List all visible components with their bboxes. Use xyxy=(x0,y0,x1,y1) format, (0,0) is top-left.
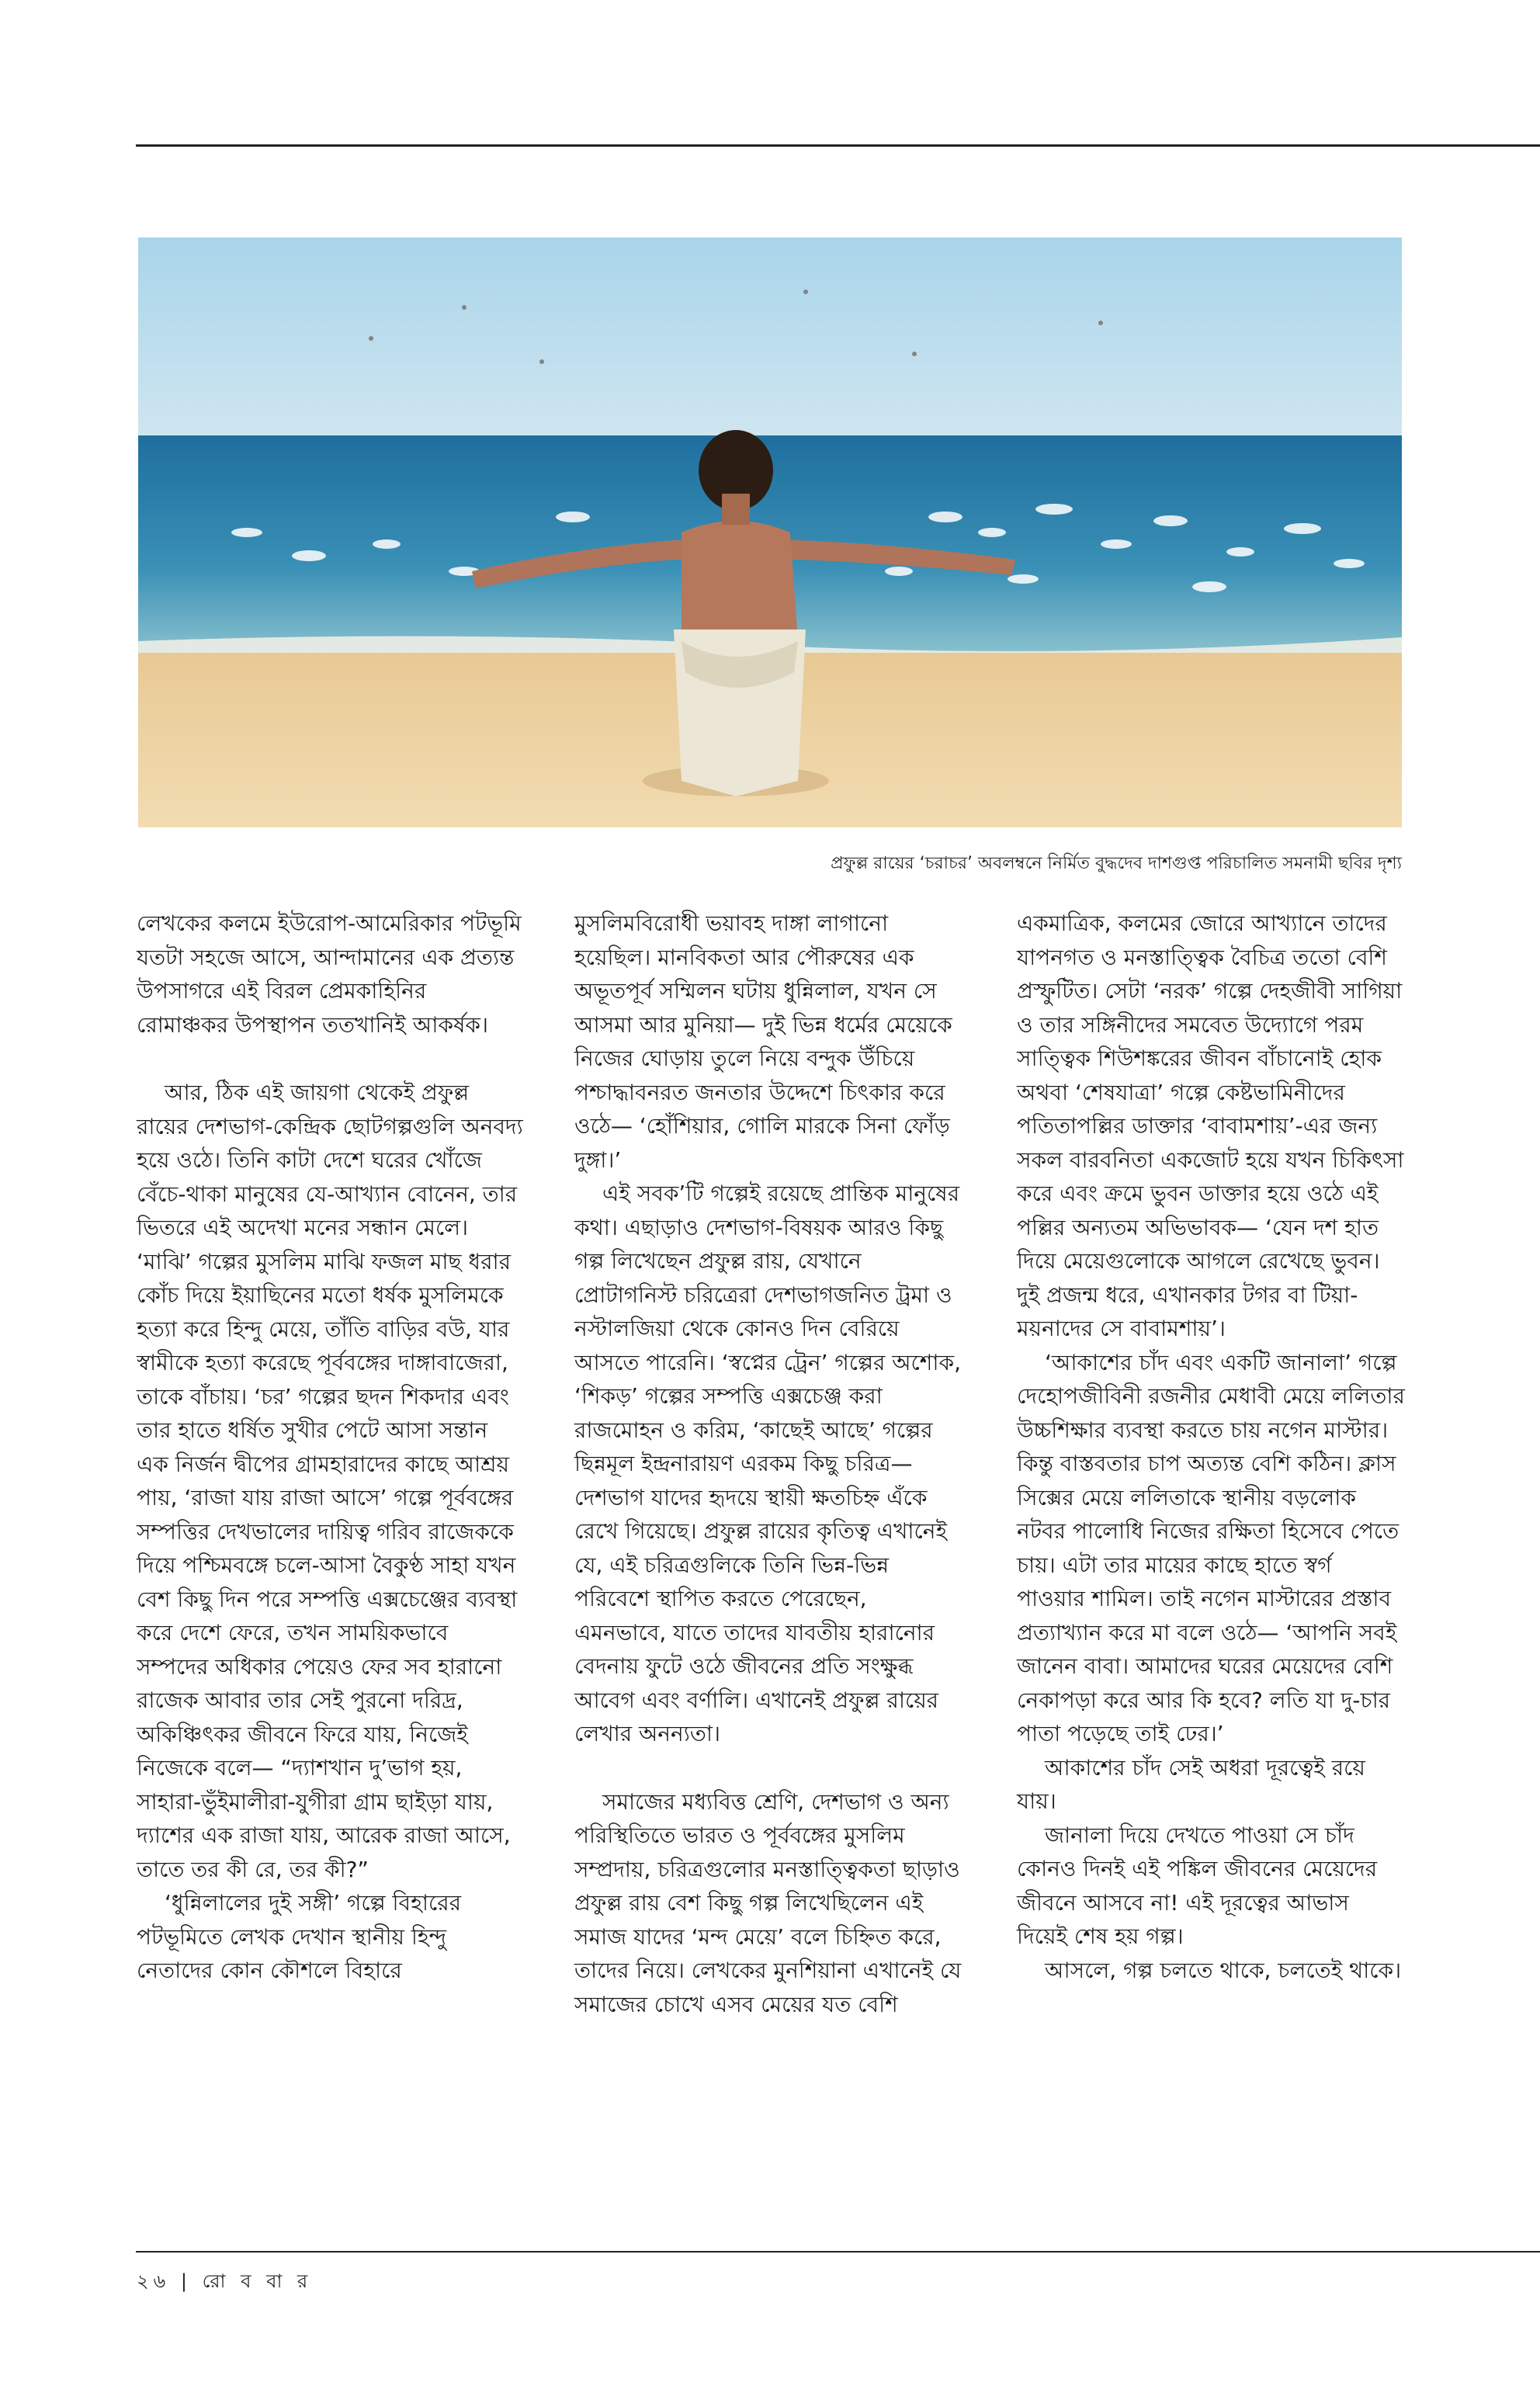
article-column-1 xyxy=(137,907,525,1988)
page-number: ২৬ xyxy=(137,2270,171,2292)
beach-photo xyxy=(138,238,1402,827)
paragraph: একমাত্রিক, কলমের জোরে আখ্যানে তাদের যাপনগত ও মনস্তাত্ত্বিক বৈচিত্র ততো বেশি প্রস্ফুটিত। সেটা ‘নরক’ গল্পে দেহজীবী সাগিয়া ও তার সঙ্গিনীদের সমবেত উদ্যোগে পরম সাত্ত্বিক শিউশঙ্করের জীবন বাঁচানোই হোক অথবা ‘শেষযাত্রা’ গল্পে কেষ্টভামিনীদের পতিতাপল্লির ডাক্তার ‘বাবামশায়’-এর জন্য সকল বারবনিতা একজোট হয়ে যখন চিকিৎসা করে এবং ক্রমে ভুবন ডাক্তার হয়ে ওঠে এই পল্লির অন্যতম অভিভাবক— ‘যেন দশ হাত দিয়ে মেয়েগুলোকে আগলে রেখেছে ভুবন। দুই প্রজন্ম ধরে, এখানকার টগর বা টিয়া-ময়নাদের সে বাবামশায়’। xyxy=(1017,910,1404,1341)
photo-caption: প্রফুল্ল রায়ের ‘চরাচর’ অবলম্বনে নির্মিত বুদ্ধদেব দাশগুপ্ত পরিচালিত সমনামী ছবির দৃশ্য xyxy=(831,854,1402,873)
paragraph: জানালা দিয়ে দেখতে পাওয়া সে চাঁদ কোনও দিনই এই পঙ্কিল জীবনের মেয়েদের জীবনে আসবে না! এই দূরত্বের আভাস দিয়েই শেষ হয় গল্প। xyxy=(1017,1822,1378,1949)
top-rule xyxy=(136,144,1540,147)
beach-photo-icon xyxy=(138,238,1402,827)
article-column-3 xyxy=(1017,907,1405,1987)
section-name: রো ব বা র xyxy=(202,2270,313,2292)
paragraph: ‘ধুন্নিলালের দুই সঙ্গী’ গল্পে বিহারের পটভূমিতে লেখক দেখান স্থানীয় হিন্দু নেতাদের কোন কৌশলে বিহারে xyxy=(137,1890,462,1983)
paragraph: ‘আকাশের চাঁদ এবং একটি জানালা’ গল্পে দেহোপজীবিনী রজনীর মেধাবী মেয়ে ললিতার উচ্চশিক্ষার ব্যবস্থা করতে চায় নগেন মাস্টার। কিন্তু বাস্তবতার চাপ অত্যন্ত বেশি কঠিন। ক্লাস সিক্সের মেয়ে ললিতাকে স্থানীয় বড়লোক নটবর পালোধি নিজের রক্ষিতা হিসেবে পেতে চায়। এটা তার মায়ের কাছে হাতে স্বর্গ পাওয়ার শামিল। তাই নগেন মাস্টারের প্রস্তাব প্রত্যাখ্যান করে মা বলে ওঠে— ‘আপনি সবই জানেন বাবা। আমাদের ঘরের মেয়েদের বেশি নেকাপড়া করে আর কি হবে? লতি যা দু-চার পাতা পড়েছে তাই ঢের।’ xyxy=(1017,1349,1405,1746)
paragraph: আকাশের চাঁদ সেই অধরা দূরত্বেই রয়ে যায়। xyxy=(1017,1754,1365,1814)
paragraph: আর, ঠিক এই জায়গা থেকেই প্রফুল্ল রায়ের দেশভাগ-কেন্দ্রিক ছোটগল্পগুলি অনবদ্য হয়ে ওঠে। তিনি কাটা দেশে ঘরের খোঁজে বেঁচে-থাকা মানুষের যে-আখ্যান বোনেন, তার ভিতরে এই অদেখা মনের সন্ধান মেলে। ‘মাঝি’ গল্পের মুসলিম মাঝি ফজল মাছ ধরার কোঁচ দিয়ে ইয়াছিনের মতো ধর্ষক মুসলিমকে হত্যা করে হিন্দু মেয়ে, তাঁতি বাড়ির বউ, যার স্বামীকে হত্যা করেছে পূর্ববঙ্গের দাঙ্গাবাজেরা, তাকে বাঁচায়। ‘চর’ গল্পের ছদন শিকদার এবং তার হাতে ধর্ষিত সুখীর পেটে আসা সন্তান এক নির্জন দ্বীপের গ্রামহারাদের কাছে আশ্রয় পায়, ‘রাজা যায় রাজা আসে’ গল্পে পূর্ববঙ্গের সম্পত্তির দেখভালের দায়িত্ব গরিব রাজেককে দিয়ে পশ্চিমবঙ্গে চলে-আসা বৈকুণ্ঠ সাহা যখন বেশ কিছু দিন পরে সম্পত্তি এক্সচেঞ্জের ব্যবস্থা করে দেশে ফেরে, তখন সাময়িকভাবে সম্পদের অধিকার পেয়েও ফের সব হারানো রাজেক আবার তার সেই পুরনো দরিদ্র, অকিঞ্চিৎকর জীবনে ফিরে যায়, নিজেই নিজেকে বলে— “দ্যাশখান দু’ভাগ হয়, সাহারা-ভুঁইমালীরা-যুগীরা গ্রাম ছাইড়া যায়, দ্যাশের এক রাজা যায়, আরেক রাজা আসে, তাতে তর কী রে, তর কী?” xyxy=(137,1080,523,1882)
footer-separator: | xyxy=(180,2270,192,2292)
article-column-2 xyxy=(574,907,962,2021)
bottom-rule xyxy=(136,2251,1540,2253)
paragraph: আসলে, গল্প চলতে থাকে, চলতেই থাকে। xyxy=(1045,1957,1402,1983)
paragraph: সমাজের মধ্যবিত্ত শ্রেণি, দেশভাগ ও অন্য পরিস্থিতিতে ভারত ও পূর্ববঙ্গের মুসলিম সম্প্রদায়, চরিত্রগুলোর মনস্তাত্ত্বিকতা ছাড়াও প্রফুল্ল রায় বেশ কিছু গল্প লিখেছিলেন এই সমাজ যাদের ‘মন্দ মেয়ে’ বলে চিহ্নিত করে, তাদের নিয়ে। লেখকের মুনশিয়ানা এখানেই যে সমাজের চোখে এসব মেয়ের যত বেশি xyxy=(574,1788,962,2017)
paragraph: এই সবক’টি গল্পেই রয়েছে প্রান্তিক মানুষের কথা। এছাড়াও দেশভাগ-বিষয়ক আরও কিছু গল্প লিখেছেন প্রফুল্ল রায়, যেখানে প্রোটাগনিস্ট চরিত্রেরা দেশভাগজনিত ট্রমা ও নস্টালজিয়া থেকে কোনও দিন বেরিয়ে আসতে পারেনি। ‘স্বপ্নের ট্রেন’ গল্পের অশোক, ‘শিকড়’ গল্পের সম্পত্তি এক্সচেঞ্জ করা রাজমোহন ও করিম, ‘কাছেই আছে’ গল্পের ছিন্নমূল ইন্দ্রনারায়ণ এরকম কিছু চরিত্র— দেশভাগ যাদের হৃদয়ে স্থায়ী ক্ষতচিহ্ন এঁকে রেখে গিয়েছে। প্রফুল্ল রায়ের কৃতিত্ব এখানেই যে, এই চরিত্রগুলিকে তিনি ভিন্ন-ভিন্ন পরিবেশে স্থাপিত করতে পেরেছেন, এমনভাবে, যাতে তাদের যাবতীয় হারানোর বেদনায় ফুটে ওঠে জীবনের প্রতি সংক্ষুব্ধ আবেগ এবং বর্ণালি। এখানেই প্রফুল্ল রায়ের লেখার অনন্যতা। xyxy=(574,1181,961,1746)
paragraph: মুসলিমবিরোধী ভয়াবহ দাঙ্গা লাগানো হয়েছিল। মানবিকতা আর পৌরুষের এক অভূতপূর্ব সম্মিলন ঘটায় ধুন্নিলাল, যখন সে আসমা আর মুনিয়া— দুই ভিন্ন ধর্মের মেয়েকে নিজের ঘোড়ায় তুলে নিয়ে বন্দুক উঁচিয়ে পশ্চাদ্ধাবনরত জনতার উদ্দেশে চিৎকার করে ওঠে— ‘হোঁশিয়ার, গোলি মারকে সিনা ফোঁড় দুঙ্গা।’ xyxy=(574,910,952,1173)
page-footer xyxy=(137,2267,312,2298)
paragraph: লেখকের কলমে ইউরোপ-আমেরিকার পটভূমি যতটা সহজে আসে, আন্দামানের এক প্রত্যন্ত উপসাগরে এই বিরল প্রেমকাহিনির রোমাঞ্চকর উপস্থাপন ততখানিই আকর্ষক। xyxy=(137,910,522,1038)
